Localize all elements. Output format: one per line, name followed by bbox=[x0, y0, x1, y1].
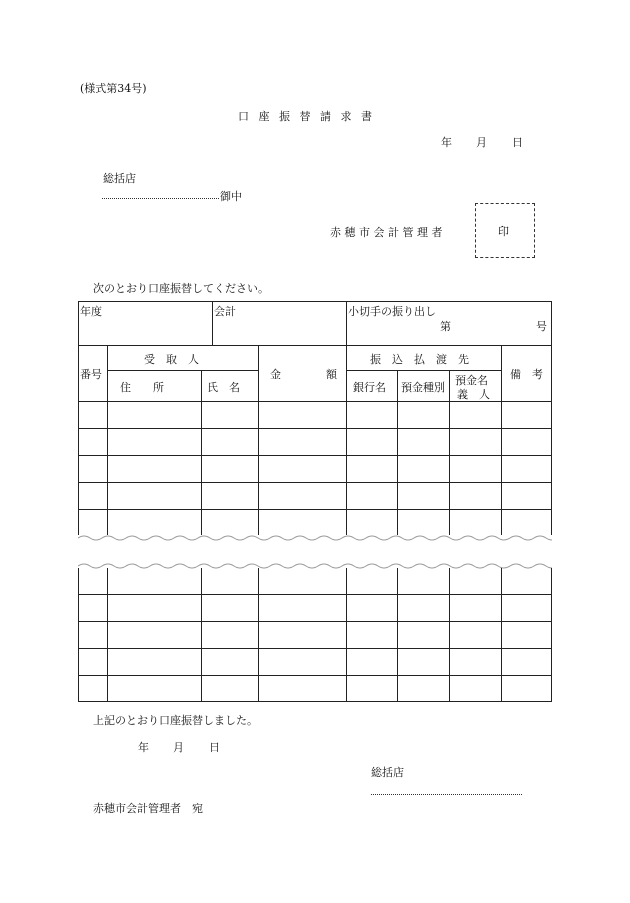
seal-label: 印 bbox=[498, 225, 509, 238]
footer-addressee: 赤穂市会計管理者 宛 bbox=[93, 802, 203, 815]
document-title: 口 座 振 替 請 求 書 bbox=[238, 110, 375, 123]
break-line-bottom bbox=[78, 562, 552, 570]
date-month-label: 月 bbox=[476, 136, 487, 149]
seal-box bbox=[475, 203, 535, 258]
col-holder-header-2: 義 人 bbox=[457, 388, 490, 401]
account-label: 会計 bbox=[214, 305, 236, 318]
col-deposit-type-header: 預金種別 bbox=[401, 381, 445, 394]
manager-label: 赤 穂 市 会 計 管 理 者 bbox=[330, 226, 443, 239]
branch-name-line[interactable] bbox=[102, 198, 219, 199]
col-remarks-header: 備 考 bbox=[510, 368, 543, 381]
form-number: (様式第34号) bbox=[80, 82, 147, 95]
col-holder-header-1: 預金名 bbox=[455, 374, 488, 387]
footer-branch-label: 総括店 bbox=[371, 766, 404, 779]
instruction-text: 次のとおり口座振替してください。 bbox=[93, 282, 269, 295]
col-address-header: 住 所 bbox=[120, 381, 164, 394]
fiscal-year-label: 年度 bbox=[80, 305, 102, 318]
footer-date-year: 年 bbox=[138, 741, 149, 754]
col-transfer-header: 振 込 払 渡 先 bbox=[370, 353, 469, 366]
date-day-label: 日 bbox=[512, 136, 523, 149]
footer-statement: 上記のとおり口座振替しました。 bbox=[93, 714, 258, 727]
check-gou-label: 号 bbox=[536, 320, 547, 333]
col-number-header: 番号 bbox=[80, 368, 102, 381]
footer-date-month: 月 bbox=[173, 741, 184, 754]
onchu-label: 御中 bbox=[220, 190, 242, 203]
footer-date-day: 日 bbox=[209, 741, 220, 754]
col-amount-gaku: 額 bbox=[326, 368, 337, 381]
check-issue-label: 小切手の振り出し bbox=[348, 305, 436, 318]
break-line-top bbox=[78, 534, 552, 542]
col-recipient-header: 受 取 人 bbox=[144, 353, 199, 366]
col-amount-kin: 金 bbox=[270, 368, 281, 381]
date-year-label: 年 bbox=[441, 136, 452, 149]
col-name-header: 氏 名 bbox=[207, 381, 240, 394]
branch-label: 総括店 bbox=[103, 172, 136, 185]
footer-branch-name-line[interactable] bbox=[371, 794, 522, 795]
check-dai-label: 第 bbox=[440, 320, 451, 333]
col-bank-header: 銀行名 bbox=[353, 381, 386, 394]
